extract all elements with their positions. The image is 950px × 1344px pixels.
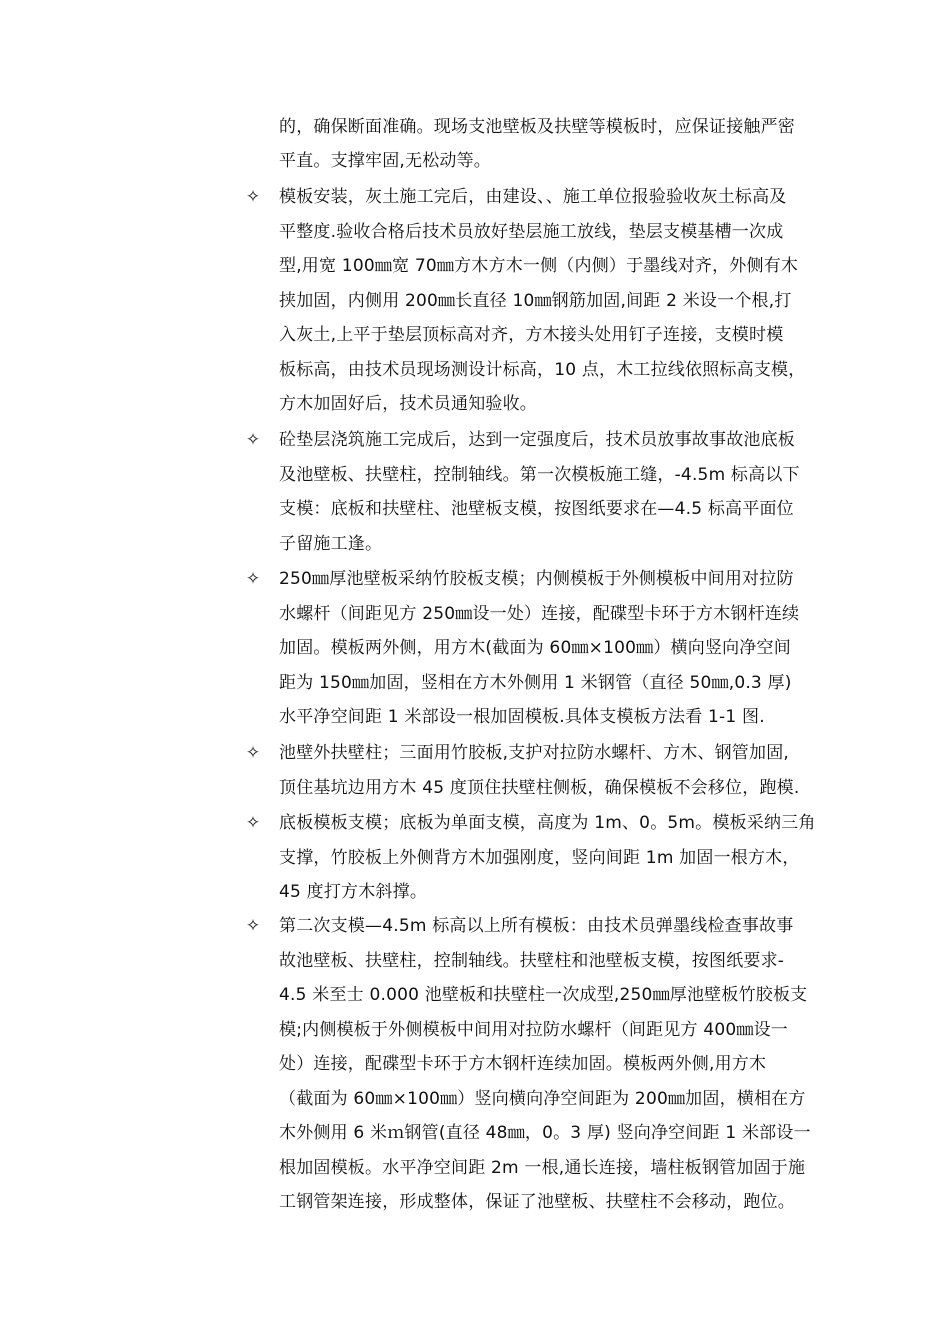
diamond-bullet-icon: ✧: [245, 916, 261, 936]
text-line: 支模：底板和扶壁柱、池壁板支模，按图纸要求在—4.5 标高平面位: [279, 499, 794, 519]
text-line: 顶住基坑边用方木 45 度顶住扶壁柱侧板，确保模板不会移位，跑模.: [279, 777, 800, 798]
text-line: 的，确保断面准确。现场支池壁板及扶壁等模板时，应保证接触严密: [279, 117, 795, 137]
text-line: 模;内侧模板于外侧模板中间用对拉防水螺杆（间距见方 400㎜设一: [279, 1019, 788, 1040]
diamond-bullet-icon: ✧: [245, 743, 261, 763]
text-line: 砼垫层浇筑施工完成后，达到一定强度后，技术员放事故事故池底板: [279, 430, 795, 450]
text-line: 250㎜厚池壁板采纳竹胶板支模；内侧模板于外侧模板中间用对拉防: [279, 569, 794, 589]
text-line: 4.5 米至士 0.000 池壁板和扶壁柱一次成型,250㎜厚池壁板竹胶板支: [279, 985, 808, 1005]
text-line: 水平净空间距 1 米部设一根加固模板.具体支模板方法看 1-1 图.: [279, 707, 765, 727]
text-line: 工钢管架连接，形成整体，保证了池壁板、扶壁柱不会移动，跑位。: [279, 1192, 795, 1212]
text-line: 池壁外扶壁柱；三面用竹胶板,支护对拉防水螺杆、方木、钢管加固,: [279, 743, 790, 763]
text-line: 距为 150㎜加固，竖相在方木外侧用 1 米钢管（直径 50㎜,0.3 厚): [279, 672, 792, 693]
diamond-bullet-icon: ✧: [245, 569, 261, 589]
text-line: 型,用宽 100㎜宽 70㎜方木方木一侧（内侧）于墨线对齐，外侧有木: [279, 256, 799, 276]
text-line: 挟加固，内侧用 200㎜长直径 10㎜钢筋加固,间距 2 米设一个根,打: [279, 290, 792, 311]
text-line: 故池壁板、扶壁柱，控制轴线。扶壁柱和池壁板支模，按图纸要求-: [279, 950, 785, 971]
diamond-bullet-icon: ✧: [245, 813, 261, 833]
text-line: 第二次支模—4.5m 标高以上所有模板：由技术员弹墨线检查事故事: [279, 916, 794, 936]
text-line: 木外侧用 6 米ｍ钢管(直径 48㎜，0。3 厚) 竖向净空间距 1 米部设一: [279, 1123, 811, 1143]
diamond-bullet-icon: ✧: [245, 430, 261, 450]
text-line: 根加固模板。水平净空间距 2m 一根,通长连接，墙柱板钢管加固于施: [279, 1157, 806, 1178]
text-line: 支撑，竹胶板上外侧背方木加强刚度，竖向间距 1m 加固一根方木，: [279, 847, 800, 868]
diamond-bullet-icon: ✧: [245, 187, 261, 207]
text-line: 平直。支撑牢固,无松动等。: [279, 151, 492, 171]
text-line: 方木加固好后，技术员通知验收。: [279, 394, 537, 414]
text-line: 平整度.验收合格后技术员放好垫层施工放线，垫层支模基槽一次成: [279, 221, 784, 242]
text-line: 子留施工逢。: [279, 533, 383, 554]
text-line: 底板模板支模；底板为单面支模，高度为 1m、0。5m。模板采纳三角: [279, 813, 816, 833]
text-line: 板标高，由技术员现场测设计标高，10 点，木工拉线依照标高支模，: [279, 359, 806, 380]
text-line: 水螺杆（间距见方 250㎜设一处）连接，配碟型卡环于方木钢杆连续: [279, 603, 800, 624]
text-line: （截面为 60㎜×100㎜）竖向横向净空间距为 200㎜加固，横相在方: [279, 1088, 806, 1109]
text-line: 及池壁板、扶壁柱，控制轴线。第一次模板施工缝，-4.5m 标高以下: [279, 464, 800, 485]
text-line: 入灰土,上平于垫层顶标高对齐，方木接头处用钉子连接，支模时模: [279, 325, 784, 345]
text-line: 处）连接，配碟型卡环于方木钢杆连续加固。模板两外侧,用方木: [279, 1054, 767, 1074]
text-line: 45 度打方木斜撑。: [279, 882, 428, 902]
text-line: 模板安装，灰土施工完后，由建设、、施工单位报验验收灰土标高及: [279, 187, 787, 207]
text-line: 加固。模板两外侧，用方木(截面为 60㎜×100㎜）横向竖向净空间: [279, 638, 791, 658]
